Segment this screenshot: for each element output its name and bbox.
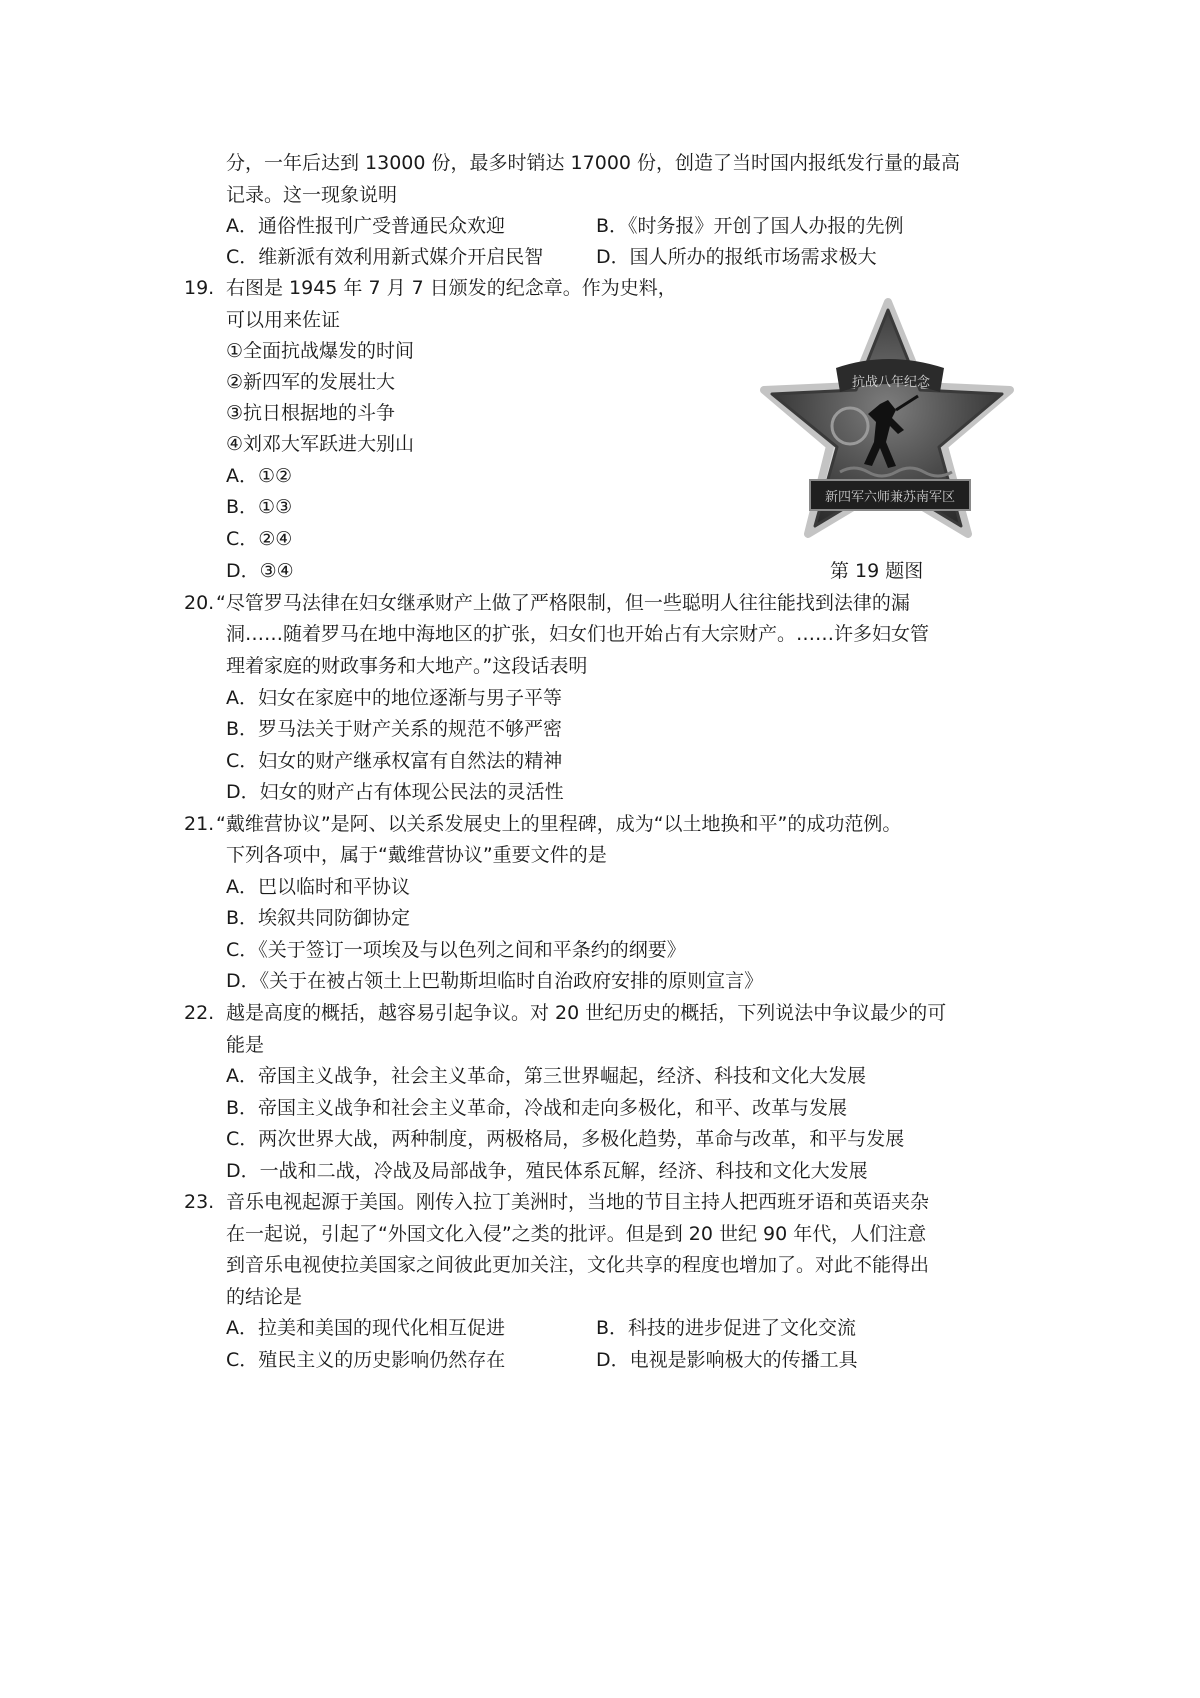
q19-number: 19.	[184, 277, 215, 299]
q23-option-c: C．殖民主义的历史影响仍然存在	[226, 1349, 506, 1371]
q19-item-4: ④刘邓大军跃进大别山	[226, 433, 415, 455]
star-medal-icon	[758, 296, 1016, 542]
q22-stem-line-1: 越是高度的概括，越容易引起争议。对 20 世纪历史的概括，下列说法中争议最少的可	[226, 1002, 947, 1024]
q22-option-a: A．帝国主义战争，社会主义革命，第三世界崛起，经济、科技和文化大发展	[226, 1065, 866, 1087]
q20-stem-line-2: 洞……随着罗马在地中海地区的扩张，妇女们也开始占有大宗财产。……许多妇女管	[226, 623, 930, 645]
q22-option-b: B．帝国主义战争和社会主义革命，冷战和走向多极化，和平、改革与发展	[226, 1097, 848, 1119]
q21-option-a: A．巴以临时和平协议	[226, 876, 410, 898]
medal-bottom-text: 新四军六师兼苏南军区	[824, 490, 956, 505]
q20-option-a: A．妇女在家庭中的地位逐渐与男子平等	[226, 687, 562, 709]
q23-option-b: B．科技的进步促进了文化交流	[596, 1317, 857, 1339]
q21-option-c: C．《关于签订一项埃及与以色列之间和平条约的纲要》	[226, 939, 686, 961]
q21-option-d: D．《关于在被占领土上巴勒斯坦临时自治政府安排的原则宣言》	[226, 970, 764, 992]
q19-item-3: ③抗日根据地的斗争	[226, 402, 396, 424]
medal-top-text: 抗战八年纪念	[851, 375, 931, 390]
q21-number: 21.	[184, 813, 215, 835]
q23-stem-line-2: 在一起说，引起了“外国文化入侵”之类的批评。但是到 20 世纪 90 年代，人们注意	[226, 1223, 927, 1245]
q18-option-b: B．《时务报》开创了国人办报的先例	[596, 215, 904, 237]
q20-stem-line-1: “尽管罗马法律在妇女继承财产上做了严格限制，但一些聪明人往往能找到法律的漏	[216, 592, 910, 614]
q19-option-a: A．①②	[226, 465, 293, 487]
q22-stem-line-2: 能是	[226, 1034, 265, 1056]
q22-option-d: D．一战和二战，冷战及局部战争，殖民体系瓦解，经济、科技和文化大发展	[226, 1160, 868, 1182]
q18-option-c: C．维新派有效利用新式媒介开启民智	[226, 246, 544, 268]
q23-option-a: A．拉美和美国的现代化相互促进	[226, 1317, 505, 1339]
q19-item-2: ②新四军的发展壮大	[226, 371, 396, 393]
q19-item-1: ①全面抗战爆发的时间	[226, 340, 415, 362]
q19-stem-line-2: 可以用来佐证	[226, 309, 341, 331]
q23-number: 23.	[184, 1191, 215, 1213]
q22-number: 22.	[184, 1002, 215, 1024]
q20-stem-line-3: 理着家庭的财政事务和大地产。”这段话表明	[226, 655, 588, 677]
q19-option-c: C．②④	[226, 528, 293, 550]
q19-option-d: D．③④	[226, 560, 294, 582]
q21-stem-line-1: “戴维营协议”是阿、以关系发展史上的里程碑，成为“以土地换和平”的成功范例。	[216, 813, 902, 835]
q20-number: 20.	[184, 592, 215, 614]
q23-option-d: D．电视是影响极大的传播工具	[596, 1349, 858, 1371]
q18-stem-line-1: 分，一年后达到 13000 份，最多时销达 17000 份，创造了当时国内报纸发行量的最高	[226, 152, 961, 174]
q21-stem-line-2: 下列各项中，属于“戴维营协议”重要文件的是	[226, 844, 607, 866]
q21-option-b: B．埃叙共同防御协定	[226, 907, 411, 929]
q23-stem-line-3: 到音乐电视使拉美国家之间彼此更加关注，文化共享的程度也增加了。对此不能得出	[226, 1254, 930, 1276]
q22-option-c: C．两次世界大战，两种制度，两极格局，多极化趋势，革命与改革，和平与发展	[226, 1128, 905, 1150]
q23-stem-line-1: 音乐电视起源于美国。刚传入拉丁美洲时，当地的节目主持人把西班牙语和英语夹杂	[226, 1191, 930, 1213]
q20-option-d: D．妇女的财产占有体现公民法的灵活性	[226, 781, 564, 803]
q20-option-b: B．罗马法关于财产关系的规范不够严密	[226, 718, 563, 740]
q19-option-b: B．①③	[226, 496, 293, 518]
q19-stem-line-1: 右图是 1945 年 7 月 7 日颁发的纪念章。作为史料，	[226, 277, 677, 299]
q18-stem-line-2: 记录。这一现象说明	[226, 184, 398, 206]
q20-option-c: C．妇女的财产继承权富有自然法的精神	[226, 750, 563, 772]
q18-option-d: D．国人所办的报纸市场需求极大	[596, 246, 877, 268]
figure-caption: 第 19 题图	[830, 560, 924, 582]
q18-option-a: A．通俗性报刊广受普通民众欢迎	[226, 215, 505, 237]
q23-stem-line-4: 的结论是	[226, 1286, 303, 1308]
